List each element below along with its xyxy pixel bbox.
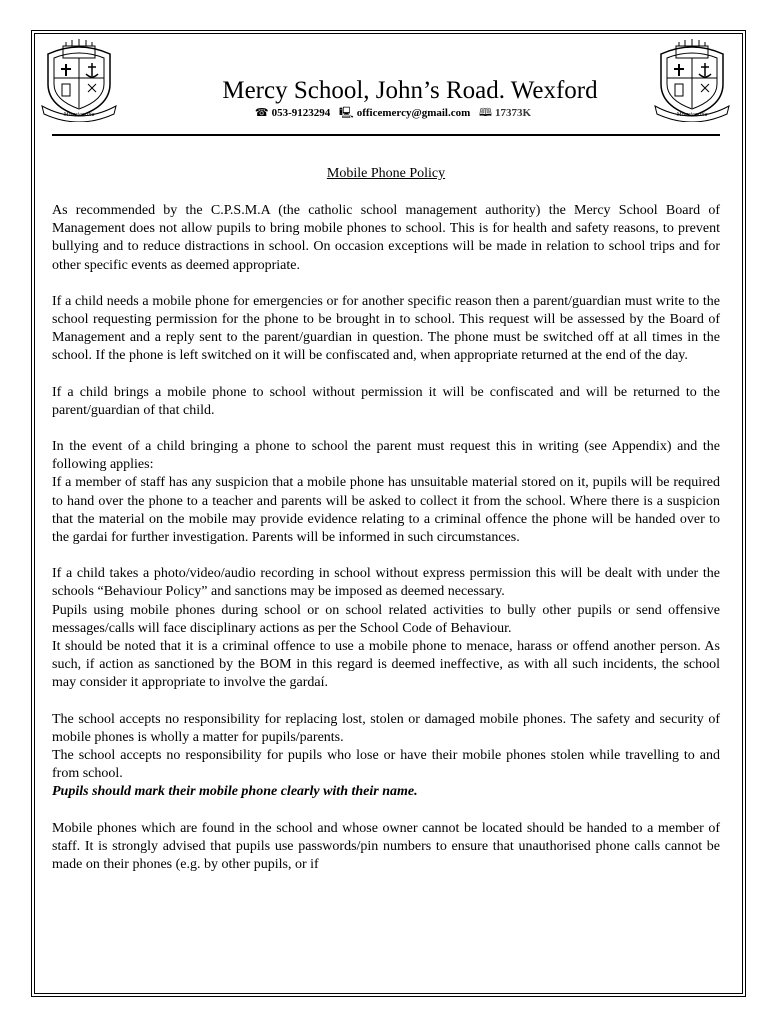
paragraph: If a child needs a mobile phone for emergencies or for another specific reason then a parent/guardian must write to the school requesting permission for the phone to be brought in to school. This request will be assessed by the Board of Management and a reply sent to the parent/guardian in question. The phone must be switched off at all times in the school. If the phone is left switched on it will be confiscated and, when appropriate returned at the end of the day. — [52, 293, 720, 364]
paragraph: Pupils using mobile phones during school or on school related activities to bully other pupils or send offensive messages/calls will face disciplinary actions as per the School Code of Behaviour. — [52, 602, 720, 636]
paragraph: If a member of staff has any suspicion that a mobile phone has unsuitable material stored on it, pupils will be required to hand over the phone to a teacher and parents will be asked to collect it from the school. Where there is a suspicion that the material on the mobile may provide evidence relating to a criminal offence the phone will be handed over to the gardai for further investigation. Parents will be informed in such circumstances. — [52, 475, 720, 546]
paragraph: It should be noted that it is a criminal offence to use a mobile phone to menace, harass or offend another person. As such, if action as sanctioned by the BOM in this regard is deemed ineffective, as with all such incidents, the school may consider it appropriate to involve the gardaí. — [52, 639, 720, 691]
paragraph: As recommended by the C.P.S.M.A (the catholic school management authority) the Mercy School Board of Management does not allow pupils to bring mobile phones to school. This is for health and safety reasons, to prevent bullying and to reduce distractions in school. On occasion exceptions will be made in relation to school trips and for other specific events as deemed appropriate. — [52, 203, 720, 273]
paragraph: The school accepts no responsibility for replacing lost, stolen or damaged mobile phones. The safety and security of mobile phones is wholly a matter for pupils/parents. — [52, 711, 720, 745]
phone-number: 053-9123294 — [271, 107, 331, 119]
paragraph: If a child brings a mobile phone to school without permission it will be confiscated and will be returned to the parent/guardian of that child. — [52, 384, 720, 418]
telephone-icon: ☎ — [254, 107, 269, 119]
paragraph-group — [52, 438, 720, 547]
emphasis-note: Pupils should mark their mobile phone clearly with their name. — [52, 784, 418, 800]
paragraph: If a child takes a photo/video/audio recording in school without express permission this will be dealt with under the schools “Behaviour Policy” and sanctions may be imposed as deemed necessary. — [52, 566, 720, 600]
policy-title: Mobile Phone Policy — [326, 166, 446, 181]
policy-body — [52, 202, 720, 892]
svg-text:Misericordia: Misericordia — [676, 112, 708, 118]
paragraph-group — [52, 711, 720, 802]
contact-line — [130, 106, 650, 120]
email-address[interactable]: officemercy@gmail.com — [356, 107, 471, 119]
svg-text:Misericordia: Misericordia — [63, 112, 95, 118]
header-divider — [52, 134, 720, 136]
book-icon: 🕮 — [479, 107, 493, 119]
paragraph: Mobile phones which are found in the school and whose owner cannot be located should be handed to a member of staff. It is strongly advised that pupils use passwords/pin numbers to ensure that unauthorised phone calls cannot be made on their phones (e.g. by other pupils, or if — [52, 820, 720, 873]
paragraph-group — [52, 565, 720, 692]
roll-number: 17373K — [495, 107, 532, 119]
paragraph: In the event of a child bringing a phone to school the parent must request this in writing (see Appendix) and the following applies: — [52, 439, 720, 473]
paragraph: The school accepts no responsibility for pupils who lose or have their mobile phones stolen while travelling to and from school. — [52, 748, 720, 782]
school-crest-icon — [36, 36, 122, 122]
school-name: Mercy School, John’s Road. Wexford — [222, 77, 598, 104]
computer-icon: 🖳 — [339, 107, 354, 119]
